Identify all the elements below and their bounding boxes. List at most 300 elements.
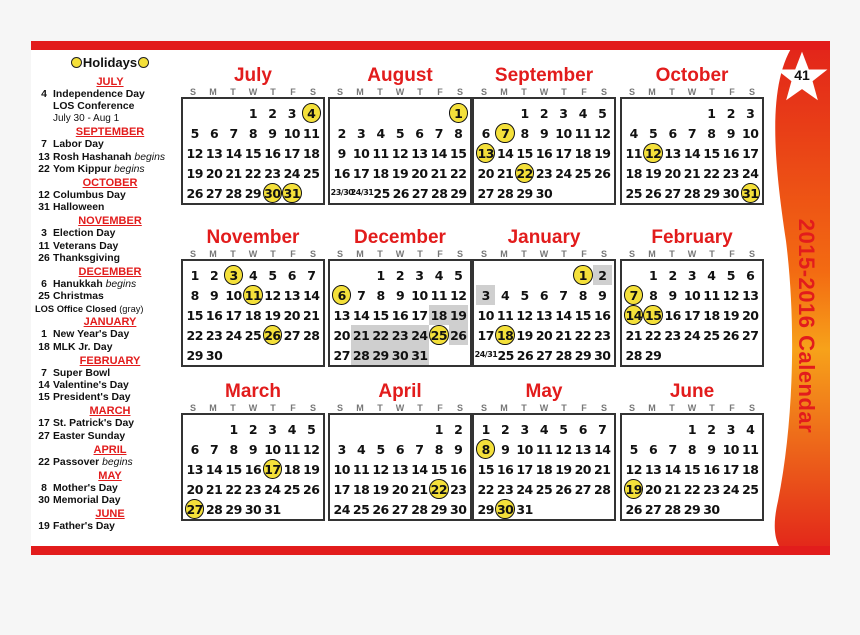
day-cell: 11 xyxy=(243,285,262,305)
day-cell: 1 xyxy=(573,265,592,285)
week-row xyxy=(185,305,321,325)
holiday-note-paren: (gray) xyxy=(119,304,144,315)
holiday-name: President's Day xyxy=(53,392,131,404)
weekday-label: T xyxy=(417,87,423,97)
weekday-label: T xyxy=(417,403,423,413)
day-cell: 10 xyxy=(264,441,281,457)
day-cell: 3 xyxy=(415,267,424,283)
day-cell: 12 xyxy=(372,461,389,477)
week-row xyxy=(185,103,321,123)
weekday-label: S xyxy=(336,403,343,413)
day-cell: 31 xyxy=(516,501,533,517)
holiday-suffix: begins xyxy=(114,163,145,175)
weekday-label: T xyxy=(709,87,715,97)
weekday-header xyxy=(620,249,764,259)
holiday-name: Halloween xyxy=(53,202,105,214)
empty-cell xyxy=(554,499,573,519)
top-red-bar xyxy=(31,41,830,50)
week-row xyxy=(624,305,760,325)
day-cell: 30 xyxy=(244,501,262,517)
day-cell: 27 xyxy=(574,481,592,497)
day-cell: 31 xyxy=(282,183,301,203)
month-april xyxy=(328,381,472,521)
holiday-day: 26 xyxy=(38,252,50,264)
day-cell: 7 xyxy=(229,125,238,141)
day-cell: 26 xyxy=(372,501,389,517)
weekday-label: W xyxy=(395,403,405,413)
week-row xyxy=(185,499,321,519)
day-cell: 20 xyxy=(186,481,203,497)
holiday-row xyxy=(35,241,185,253)
day-cell: 12 xyxy=(391,145,409,161)
day-cell: 11 xyxy=(303,125,320,141)
week-row xyxy=(476,499,612,519)
weekday-label: F xyxy=(581,87,587,97)
day-cell: 8 xyxy=(434,441,443,457)
day-cell: 11 xyxy=(574,125,592,141)
day-cell: 3 xyxy=(224,265,243,285)
day-cell: 10 xyxy=(411,287,428,303)
day-cell: 23 xyxy=(535,165,553,181)
day-cell: 11 xyxy=(430,287,448,303)
weekday-header xyxy=(472,87,616,97)
day-cell: 23 xyxy=(664,327,681,343)
day-cell: 17 xyxy=(283,145,301,161)
weekday-label: T xyxy=(669,87,675,97)
day-cell: 28 xyxy=(431,185,448,201)
day-cell: 12 xyxy=(516,307,533,323)
day-cell: 9 xyxy=(454,441,463,457)
week-row xyxy=(332,479,468,499)
day-cell: 6 xyxy=(539,287,549,303)
day-cell: 21 xyxy=(411,481,428,497)
day-cell: 29 xyxy=(430,501,448,517)
day-cell: 19 xyxy=(303,461,320,477)
holiday-body xyxy=(35,75,185,534)
holiday-row xyxy=(35,89,185,101)
day-cell: 21 xyxy=(225,165,242,181)
day-cell: 4 xyxy=(501,287,510,303)
day-cell: 7 xyxy=(598,421,607,437)
month-name: April xyxy=(378,381,422,402)
week-row xyxy=(476,183,612,203)
day-cell: 3 xyxy=(287,105,296,121)
week-row xyxy=(624,285,760,305)
empty-cell xyxy=(721,499,740,519)
day-cell: 3 xyxy=(357,125,366,141)
weekday-label: S xyxy=(309,249,316,259)
weekday-label: S xyxy=(628,87,635,97)
day-cell: 19 xyxy=(372,481,389,497)
month-grid xyxy=(472,97,616,205)
empty-cell xyxy=(741,345,760,365)
day-cell: 28 xyxy=(303,327,320,343)
day-cell: 1 xyxy=(229,421,238,437)
day-cell: 11 xyxy=(535,441,553,457)
day-cell: 25 xyxy=(497,347,514,363)
day-cell: 9 xyxy=(539,125,549,141)
day-cell: 15 xyxy=(244,145,262,161)
day-cell: 21 xyxy=(496,165,514,181)
day-cell: 22 xyxy=(225,481,242,497)
week-row xyxy=(185,285,321,305)
day-cell: 16 xyxy=(264,145,281,161)
week-row xyxy=(624,325,760,345)
empty-cell xyxy=(263,345,282,365)
empty-cell xyxy=(302,499,321,519)
empty-cell xyxy=(302,345,321,365)
day-cell: 17 xyxy=(477,327,494,343)
day-cell: 1 xyxy=(687,421,697,437)
day-cell: 14 xyxy=(225,145,242,161)
weekday-label: F xyxy=(581,249,587,259)
day-cell: 25 xyxy=(535,481,553,497)
holiday-month-heading: NOVEMBER xyxy=(78,215,142,228)
holiday-day: 7 xyxy=(41,139,47,151)
holiday-day: 6 xyxy=(41,279,47,291)
day-cell: 13 xyxy=(535,307,553,323)
weekday-label: S xyxy=(480,87,487,97)
day-cell: 12 xyxy=(722,287,740,303)
day-cell: 7 xyxy=(357,287,366,303)
bottom-red-bar xyxy=(31,546,830,555)
holiday-row xyxy=(35,342,185,354)
day-cell: 16 xyxy=(450,461,467,477)
day-cell: 19 xyxy=(624,479,643,499)
weekday-header xyxy=(472,403,616,413)
holiday-day: 15 xyxy=(38,392,50,404)
day-cell: 9 xyxy=(337,145,346,161)
day-cell: 23 xyxy=(244,481,262,497)
day-cell: 2 xyxy=(454,421,463,437)
day-cell: 16 xyxy=(244,461,262,477)
day-cell: 11 xyxy=(283,441,301,457)
day-cell: 14 xyxy=(664,461,681,477)
week-row xyxy=(185,265,321,285)
holiday-day: 19 xyxy=(38,521,50,533)
holiday-month-heading: JANUARY xyxy=(83,316,137,329)
weekday-label: M xyxy=(356,87,364,97)
week-row xyxy=(476,345,612,365)
holiday-month-heading: DECEMBER xyxy=(78,266,142,279)
week-row xyxy=(332,285,468,305)
day-cell: 27 xyxy=(477,185,494,201)
holiday-name: Christmas xyxy=(53,291,104,303)
day-cell: 29 xyxy=(516,185,533,201)
day-cell: 27 xyxy=(742,327,759,343)
week-row xyxy=(624,459,760,479)
holiday-month-heading: APRIL xyxy=(93,443,127,456)
day-cell: 15 xyxy=(477,461,494,477)
day-cell: 14 xyxy=(496,145,514,161)
day-cell: 29 xyxy=(477,501,494,517)
day-cell: 5 xyxy=(649,125,658,141)
day-cell: 12 xyxy=(264,287,281,303)
weekday-label: S xyxy=(600,87,607,97)
day-cell: 18 xyxy=(352,481,370,497)
day-cell: 18 xyxy=(625,165,642,181)
day-cell: 22 xyxy=(186,327,203,343)
week-row xyxy=(624,499,760,519)
holiday-day: 17 xyxy=(38,418,50,430)
day-cell: 20 xyxy=(664,165,681,181)
day-cell: 15 xyxy=(703,145,720,161)
day-cell: 13 xyxy=(391,461,409,477)
empty-cell xyxy=(282,499,301,519)
day-cell: 15 xyxy=(225,461,242,477)
empty-cell xyxy=(410,103,429,123)
day-cell: 31 xyxy=(410,345,429,365)
day-cell: 28 xyxy=(351,345,370,365)
empty-cell xyxy=(663,419,682,439)
empty-cell xyxy=(224,103,243,123)
month-february xyxy=(620,227,764,367)
day-cell: 27 xyxy=(283,327,301,343)
month-june xyxy=(620,381,764,521)
weekday-header xyxy=(181,87,325,97)
day-cell: 15 xyxy=(683,461,701,477)
day-cell: 7 xyxy=(687,125,697,141)
day-cell: 10 xyxy=(555,125,572,141)
day-cell: 20 xyxy=(574,461,592,477)
day-cell: 14 xyxy=(205,461,223,477)
holiday-name: Labor Day xyxy=(53,139,104,151)
day-cell: 26 xyxy=(555,481,572,497)
day-cell: 12 xyxy=(555,441,572,457)
holiday-suffix: begins xyxy=(102,456,133,468)
day-cell: 20 xyxy=(535,327,553,343)
day-cell: 16 xyxy=(205,307,223,323)
empty-cell xyxy=(224,345,243,365)
weekday-label: S xyxy=(480,403,487,413)
day-cell: 17 xyxy=(742,145,759,161)
day-cell: 20 xyxy=(391,481,409,497)
day-cell: 22 xyxy=(644,327,662,343)
empty-cell xyxy=(515,265,534,285)
day-cell: 4 xyxy=(746,421,755,437)
weekday-label: T xyxy=(669,403,675,413)
day-cell: 5 xyxy=(726,267,735,283)
day-cell: 24/31 xyxy=(350,188,374,197)
weekday-label: S xyxy=(600,249,607,259)
day-cell: 5 xyxy=(454,267,463,283)
empty-cell xyxy=(332,265,351,285)
day-cell: 19 xyxy=(555,461,572,477)
week-row xyxy=(332,305,468,325)
holiday-month-heading: MAY xyxy=(98,470,122,483)
weekday-label: S xyxy=(480,249,487,259)
weekday-label: T xyxy=(230,249,236,259)
weekday-label: T xyxy=(377,403,383,413)
day-cell: 27 xyxy=(205,185,223,201)
month-september xyxy=(472,65,616,205)
weekday-label: F xyxy=(729,87,735,97)
day-cell: 17 xyxy=(411,307,428,323)
holiday-day: 22 xyxy=(38,163,50,175)
day-cell: 18 xyxy=(372,165,389,181)
day-cell: 25 xyxy=(244,327,262,343)
weekday-label: T xyxy=(230,87,236,97)
weekday-label: W xyxy=(687,249,697,259)
week-row xyxy=(476,439,612,459)
day-cell: 17 xyxy=(516,461,533,477)
weekday-label: F xyxy=(437,249,443,259)
day-cell: 18 xyxy=(283,461,301,477)
month-july xyxy=(181,65,325,205)
month-name: December xyxy=(354,227,446,248)
day-cell: 24 xyxy=(742,165,759,181)
holiday-name: Rosh Hashanah begins xyxy=(53,151,166,163)
holiday-name: Veterans Day xyxy=(53,240,119,252)
holiday-name: Thanksgiving xyxy=(53,252,120,264)
day-cell: 5 xyxy=(376,441,385,457)
holiday-day: 8 xyxy=(41,483,47,495)
day-cell: 25 xyxy=(283,481,301,497)
day-cell: 12 xyxy=(643,143,662,163)
day-cell: 23 xyxy=(450,481,467,497)
empty-cell xyxy=(741,499,760,519)
week-row xyxy=(332,325,468,345)
day-cell: 19 xyxy=(186,165,203,181)
day-cell: 20 xyxy=(205,165,223,181)
day-cell: 6 xyxy=(668,125,677,141)
holiday-name: St. Patrick's Day xyxy=(53,418,135,430)
weekday-label: S xyxy=(456,249,463,259)
day-cell: 30 xyxy=(594,347,611,363)
weekday-label: T xyxy=(561,403,567,413)
day-cell: 21 xyxy=(664,481,681,497)
week-row xyxy=(476,419,612,439)
day-cell: 16 xyxy=(496,461,514,477)
day-cell: 11 xyxy=(352,461,370,477)
day-cell: 13 xyxy=(186,461,203,477)
day-cell: 1 xyxy=(449,103,468,123)
holiday-name: MLK Jr. Day xyxy=(53,341,113,353)
week-row xyxy=(185,419,321,439)
day-cell: 13 xyxy=(411,145,428,161)
weekday-label: S xyxy=(189,87,196,97)
holiday-month-heading: MARCH xyxy=(89,405,131,418)
day-cell: 4 xyxy=(707,267,716,283)
empty-cell xyxy=(534,499,553,519)
day-cell: 8 xyxy=(190,287,199,303)
day-cell: 5 xyxy=(598,105,607,121)
day-cell: 19 xyxy=(264,307,281,323)
day-cell: 11 xyxy=(625,145,642,161)
weekday-header xyxy=(620,87,764,97)
day-cell: 17 xyxy=(225,307,242,323)
day-cell: 23 xyxy=(390,325,409,345)
month-name: November xyxy=(206,227,300,248)
day-cell: 4 xyxy=(434,267,443,283)
day-cell: 10 xyxy=(516,441,533,457)
day-cell: 10 xyxy=(352,145,370,161)
month-may xyxy=(472,381,616,521)
day-cell: 30 xyxy=(722,185,740,201)
holiday-month-heading: FEBRUARY xyxy=(79,354,141,367)
weekday-label: M xyxy=(648,403,656,413)
holiday-day: 31 xyxy=(38,202,50,214)
empty-cell xyxy=(573,499,592,519)
day-cell: 21 xyxy=(430,165,448,181)
day-cell: 24 xyxy=(225,327,242,343)
day-cell: 13 xyxy=(742,287,759,303)
day-cell: 9 xyxy=(668,287,677,303)
week-row xyxy=(185,459,321,479)
day-cell: 23 xyxy=(205,327,223,343)
day-cell: 2 xyxy=(210,267,219,283)
weekday-label: W xyxy=(248,249,258,259)
weekday-label: F xyxy=(581,403,587,413)
day-cell: 2 xyxy=(501,421,510,437)
day-cell: 27 xyxy=(411,185,429,201)
day-cell: 12 xyxy=(625,461,642,477)
weekday-header xyxy=(620,403,764,413)
holiday-month-heading: OCTOBER xyxy=(82,177,138,190)
empty-cell xyxy=(624,103,643,123)
weekday-label: T xyxy=(417,249,423,259)
day-cell: 22 xyxy=(371,325,390,345)
day-cell: 25 xyxy=(703,327,720,343)
day-cell: 6 xyxy=(395,441,405,457)
holiday-row xyxy=(35,392,185,404)
month-name: September xyxy=(494,65,594,86)
day-cell: 8 xyxy=(248,125,258,141)
day-cell: 13 xyxy=(333,307,350,323)
week-row xyxy=(476,163,612,183)
day-cell: 14 xyxy=(430,145,448,161)
weekday-label: T xyxy=(561,87,567,97)
day-cell: 15 xyxy=(574,307,592,323)
week-row xyxy=(476,143,612,163)
day-cell: 11 xyxy=(496,307,514,323)
day-cell: 23/30 xyxy=(330,188,354,197)
holiday-day: 13 xyxy=(38,151,50,163)
day-cell: 24 xyxy=(516,481,533,497)
side-title: 2015-2016 Calendar xyxy=(794,218,819,434)
day-cell: 14 xyxy=(624,305,643,325)
day-cell: 12 xyxy=(450,287,467,303)
day-cell: 6 xyxy=(578,421,587,437)
day-cell: 20 xyxy=(411,165,428,181)
day-cell: 23 xyxy=(722,165,740,181)
day-cell: 2 xyxy=(337,125,346,141)
empty-cell xyxy=(185,103,204,123)
empty-cell xyxy=(624,419,643,439)
day-cell: 2 xyxy=(668,267,677,283)
day-cell: 28 xyxy=(625,347,642,363)
day-cell: 16 xyxy=(703,461,720,477)
weekday-label: W xyxy=(395,87,405,97)
week-row xyxy=(332,265,468,285)
day-cell: 30 xyxy=(495,499,514,519)
weekday-header xyxy=(181,403,325,413)
day-cell: 27 xyxy=(391,501,409,517)
weekday-label: T xyxy=(377,87,383,97)
weekday-label: S xyxy=(748,403,755,413)
day-cell: 29 xyxy=(450,185,467,201)
day-cell: 19 xyxy=(516,327,533,343)
day-cell: 7 xyxy=(434,125,443,141)
day-cell: 26 xyxy=(392,185,409,201)
day-cell: 18 xyxy=(574,145,592,161)
day-cell: 12 xyxy=(186,145,203,161)
empty-cell xyxy=(332,103,351,123)
empty-cell xyxy=(663,103,682,123)
day-cell: 14 xyxy=(411,461,428,477)
holiday-row xyxy=(35,329,185,341)
holiday-name: Hanukkah begins xyxy=(53,279,137,291)
